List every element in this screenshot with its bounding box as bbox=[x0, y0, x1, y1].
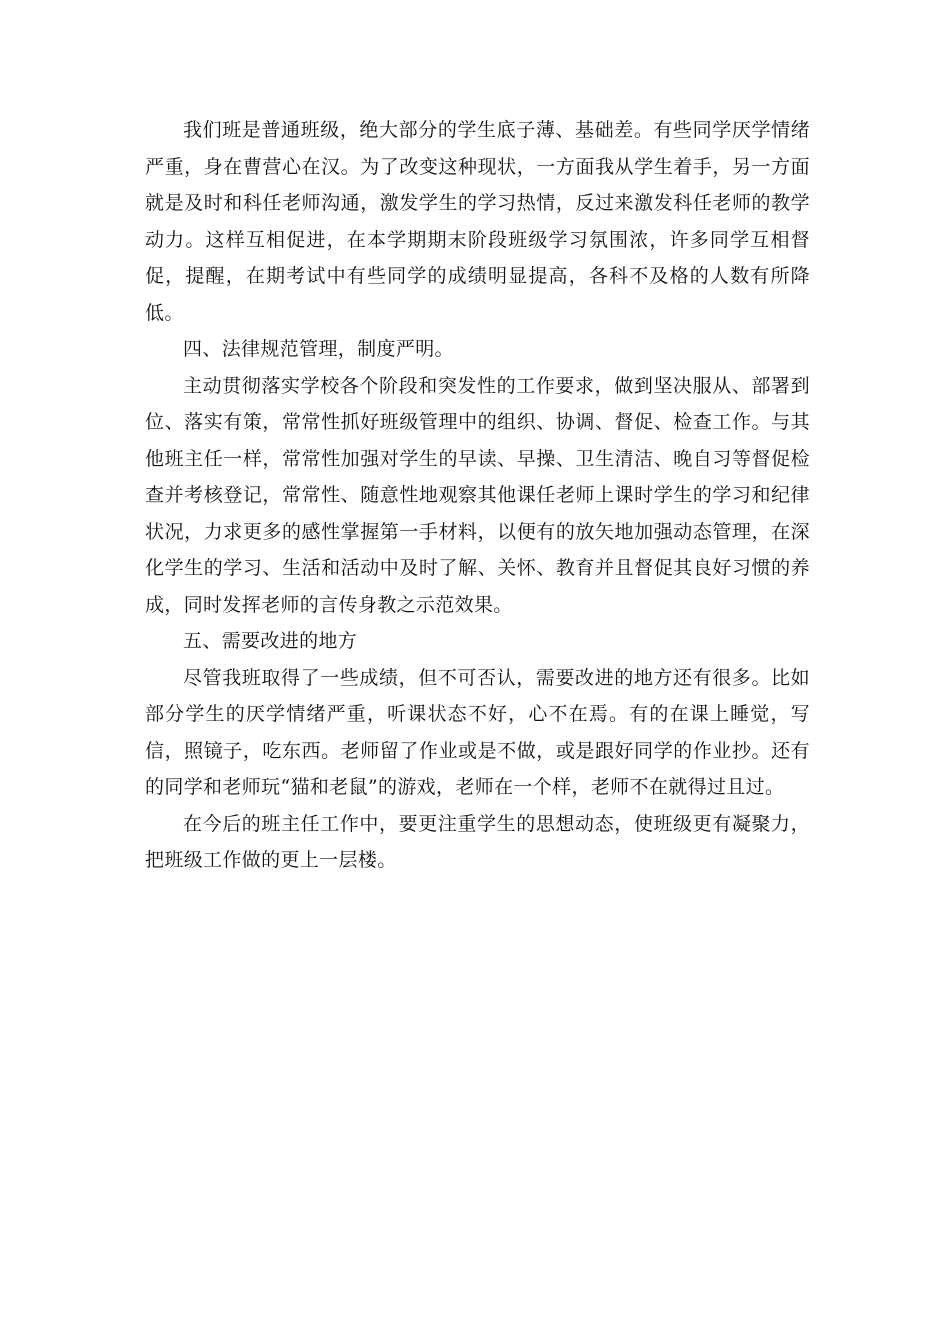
paragraph-improvements: 尽管我班取得了一些成绩，但不可否认，需要改进的地方还有很多。比如部分学生的厌学情绪严重，听课状态不好，心不在焉。有的在课上睡觉，写信，照镜子，吃东西。老师留了作业或是不做，或是跟好同学的作业抄。还有的同学和老师玩“猫和老鼠”的游戏，老师在一个样，老师不在就得过且过。 bbox=[145, 666, 810, 798]
paragraph-management-work: 主动贯彻落实学校各个阶段和突发性的工作要求，做到坚决服从、部署到位、落实有策，常常性抓好班级管理中的组织、协调、督促、检查工作。与其他班主任一样，常常性加强对学生的早读、早操、卫生清洁、晚自习等督促检查并考核登记，常常性、随意性地观察其他课任老师上课时学生的学习和纪律状况，力求更多的感性掌握第一手材料，以便有的放矢地加强动态管理，在深化学生的学习、生活和活动中及时了解、关怀、教育并且督促其良好习惯的养成，同时发挥老师的言传身教之示范效果。 bbox=[145, 374, 810, 616]
paragraph-study-atmosphere: 我们班是普通班级，绝大部分的学生底子薄、基础差。有些同学厌学情绪严重，身在曹营心在汉。为了改变这种现状，一方面我从学生着手，另一方面就是及时和科任老师沟通，激发学生的学习热情，反过来激发科任老师的教学动力。这样互相促进，在本学期期末阶段班级学习氛围浓，许多同学互相督促，提醒，在期考试中有些同学的成绩明显提高，各科不及格的人数有所降低。 bbox=[145, 119, 810, 324]
document-body bbox=[145, 112, 810, 879]
section-heading-law-management: 四、法律规范管理，制度严明。 bbox=[183, 338, 454, 360]
section-heading-improvements: 五、需要改进的地方 bbox=[183, 630, 358, 652]
paragraph-conclusion: 在今后的班主任工作中，要更注重学生的思想动态，使班级更有凝聚力，把班级工作做的更上一层楼。 bbox=[145, 812, 810, 871]
